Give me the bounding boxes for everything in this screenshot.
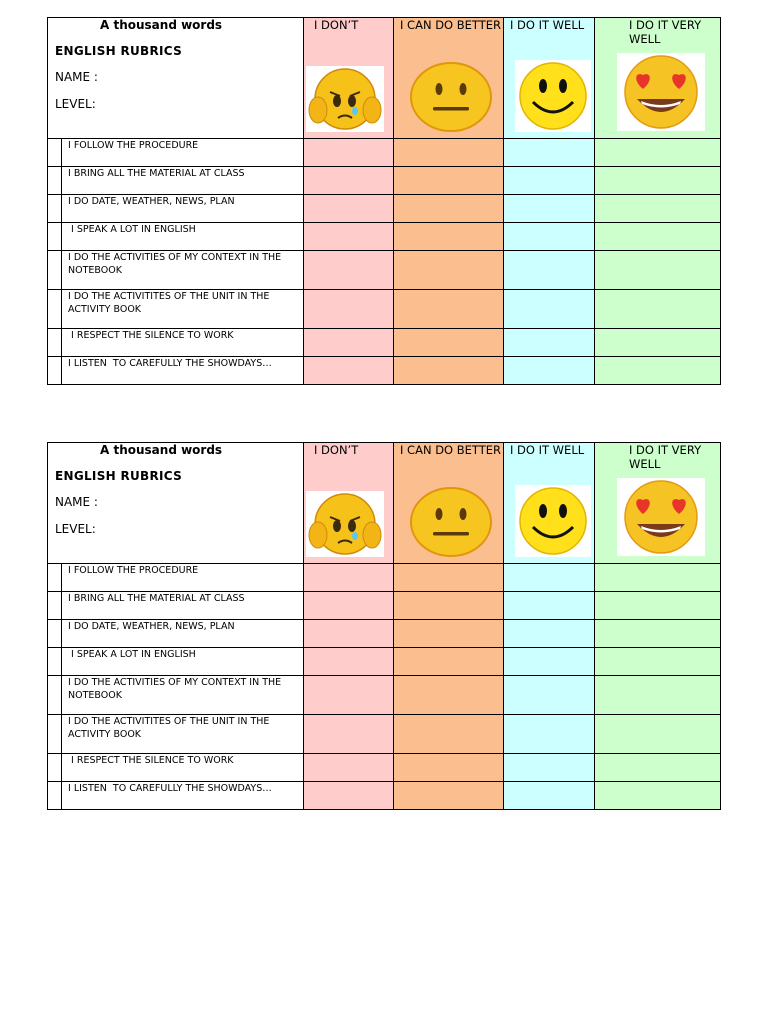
score-cell-well[interactable]: [504, 329, 595, 357]
table-row: [48, 676, 721, 715]
criterion-label: I LISTEN TO CAREFULLY THE SHOWDAYS…: [62, 782, 304, 810]
worried-face-icon: [306, 66, 384, 132]
table-row: [48, 167, 721, 195]
score-cell-well[interactable]: [504, 648, 595, 676]
score-cell-dont[interactable]: [304, 754, 394, 782]
score-cell-well[interactable]: [504, 676, 595, 715]
score-cell-better[interactable]: [394, 223, 504, 251]
score-cell-well[interactable]: [504, 620, 595, 648]
level-label-dont: I DON’T: [314, 18, 359, 32]
score-cell-better[interactable]: [394, 592, 504, 620]
rubric-title: A thousand words: [100, 18, 223, 32]
level-label-better: I CAN DO BETTER: [400, 18, 502, 32]
score-cell-dont[interactable]: [304, 715, 394, 754]
score-cell-dont[interactable]: [304, 167, 394, 195]
neutral-face-icon: [409, 61, 493, 133]
level-header-well: [504, 443, 595, 564]
rubric-header-info: [48, 18, 304, 139]
score-cell-better[interactable]: [394, 754, 504, 782]
score-cell-dont[interactable]: [304, 290, 394, 329]
score-cell-better[interactable]: [394, 195, 504, 223]
score-cell-better[interactable]: [394, 290, 504, 329]
score-cell-very-well[interactable]: [595, 223, 721, 251]
score-cell-dont[interactable]: [304, 676, 394, 715]
score-cell-dont[interactable]: [304, 782, 394, 810]
smiling-face-icon: [515, 485, 591, 557]
criterion-label: I DO THE ACTIVITIES OF MY CONTEXT IN THE NOTEBOOK: [62, 676, 304, 715]
score-cell-dont[interactable]: [304, 648, 394, 676]
score-cell-better[interactable]: [394, 251, 504, 290]
score-cell-better[interactable]: [394, 715, 504, 754]
rubric-title: A thousand words: [100, 443, 223, 457]
table-row: [48, 782, 721, 810]
level-header-very-well: [595, 443, 721, 564]
rubric-table-1: [47, 17, 721, 385]
table-row: [48, 715, 721, 754]
criterion-label: I FOLLOW THE PROCEDURE: [62, 564, 304, 592]
level-label-better: I CAN DO BETTER: [400, 443, 502, 457]
table-row: [48, 564, 721, 592]
level-header-better: [394, 18, 504, 139]
table-row: [48, 139, 721, 167]
score-cell-well[interactable]: [504, 290, 595, 329]
score-cell-dont[interactable]: [304, 223, 394, 251]
table-row: [48, 754, 721, 782]
score-cell-better[interactable]: [394, 782, 504, 810]
criterion-label: I BRING ALL THE MATERIAL AT CLASS: [62, 592, 304, 620]
heart-eyes-face-icon: [617, 53, 705, 131]
level-label: LEVEL:: [55, 97, 96, 111]
level-header-dont: [304, 443, 394, 564]
neutral-face-icon: [409, 486, 493, 558]
table-row: [48, 329, 721, 357]
table-row: [48, 592, 721, 620]
score-cell-well[interactable]: [504, 167, 595, 195]
score-cell-dont[interactable]: [304, 139, 394, 167]
score-cell-very-well[interactable]: [595, 620, 721, 648]
level-header-dont: [304, 18, 394, 139]
level-header-well: [504, 18, 595, 139]
name-label: NAME :: [55, 70, 98, 84]
table-row: [48, 251, 721, 290]
score-cell-well[interactable]: [504, 754, 595, 782]
criterion-label: I DO DATE, WEATHER, NEWS, PLAN: [62, 620, 304, 648]
score-cell-very-well[interactable]: [595, 782, 721, 810]
table-row: [48, 223, 721, 251]
score-cell-very-well[interactable]: [595, 592, 721, 620]
table-row: [48, 290, 721, 329]
criterion-label: I SPEAK A LOT IN ENGLISH: [62, 648, 304, 676]
score-cell-dont[interactable]: [304, 620, 394, 648]
level-label-well: I DO IT WELL: [510, 18, 585, 32]
score-cell-very-well[interactable]: [595, 139, 721, 167]
score-cell-very-well[interactable]: [595, 290, 721, 329]
score-cell-very-well[interactable]: [595, 754, 721, 782]
criterion-label: I RESPECT THE SILENCE TO WORK: [62, 329, 304, 357]
score-cell-well[interactable]: [504, 223, 595, 251]
score-cell-well[interactable]: [504, 251, 595, 290]
criterion-label: I SPEAK A LOT IN ENGLISH: [62, 223, 304, 251]
rubric-table-2: [47, 442, 721, 810]
level-header-better: [394, 443, 504, 564]
score-cell-well[interactable]: [504, 715, 595, 754]
score-cell-better[interactable]: [394, 329, 504, 357]
score-cell-dont[interactable]: [304, 195, 394, 223]
score-cell-better[interactable]: [394, 564, 504, 592]
score-cell-very-well[interactable]: [595, 167, 721, 195]
smiling-face-icon: [515, 60, 591, 132]
criterion-label: I DO THE ACTIVITITES OF THE UNIT IN THE ACTIVITY BOOK: [62, 290, 304, 329]
level-label-very-well: I DO IT VERY WELL: [629, 18, 702, 46]
score-cell-well[interactable]: [504, 139, 595, 167]
score-cell-better[interactable]: [394, 648, 504, 676]
table-row: [48, 195, 721, 223]
table-row: [48, 620, 721, 648]
score-cell-better[interactable]: [394, 357, 504, 385]
level-label-well: I DO IT WELL: [510, 443, 585, 457]
score-cell-very-well[interactable]: [595, 251, 721, 290]
score-cell-very-well[interactable]: [595, 648, 721, 676]
rubric-header-info: [48, 443, 304, 564]
criterion-label: I DO THE ACTIVITITES OF THE UNIT IN THE ACTIVITY BOOK: [62, 715, 304, 754]
score-cell-very-well[interactable]: [595, 676, 721, 715]
table-row: [48, 648, 721, 676]
score-cell-better[interactable]: [394, 167, 504, 195]
score-cell-well[interactable]: [504, 357, 595, 385]
score-cell-dont[interactable]: [304, 564, 394, 592]
score-cell-very-well[interactable]: [595, 715, 721, 754]
score-cell-very-well[interactable]: [595, 329, 721, 357]
score-cell-better[interactable]: [394, 139, 504, 167]
score-cell-very-well[interactable]: [595, 195, 721, 223]
criterion-label: I DO THE ACTIVITIES OF MY CONTEXT IN THE NOTEBOOK: [62, 251, 304, 290]
level-header-very-well: [595, 18, 721, 139]
level-label-very-well: I DO IT VERY WELL: [629, 443, 702, 471]
criterion-label: I LISTEN TO CAREFULLY THE SHOWDAYS…: [62, 357, 304, 385]
score-cell-well[interactable]: [504, 782, 595, 810]
score-cell-well[interactable]: [504, 592, 595, 620]
heart-eyes-face-icon: [617, 478, 705, 556]
score-cell-well[interactable]: [504, 564, 595, 592]
rubric-subject: ENGLISH RUBRICS: [55, 469, 183, 483]
level-label: LEVEL:: [55, 522, 96, 536]
criterion-label: I DO DATE, WEATHER, NEWS, PLAN: [62, 195, 304, 223]
score-cell-better[interactable]: [394, 620, 504, 648]
score-cell-dont[interactable]: [304, 329, 394, 357]
score-cell-very-well[interactable]: [595, 564, 721, 592]
score-cell-better[interactable]: [394, 676, 504, 715]
criterion-label: I RESPECT THE SILENCE TO WORK: [62, 754, 304, 782]
criterion-label: I FOLLOW THE PROCEDURE: [62, 139, 304, 167]
score-cell-dont[interactable]: [304, 357, 394, 385]
score-cell-dont[interactable]: [304, 251, 394, 290]
score-cell-very-well[interactable]: [595, 357, 721, 385]
score-cell-dont[interactable]: [304, 592, 394, 620]
worried-face-icon: [306, 491, 384, 557]
level-label-dont: I DON’T: [314, 443, 359, 457]
name-label: NAME :: [55, 495, 98, 509]
criterion-label: I BRING ALL THE MATERIAL AT CLASS: [62, 167, 304, 195]
rubric-subject: ENGLISH RUBRICS: [55, 44, 183, 58]
score-cell-well[interactable]: [504, 195, 595, 223]
table-row: [48, 357, 721, 385]
